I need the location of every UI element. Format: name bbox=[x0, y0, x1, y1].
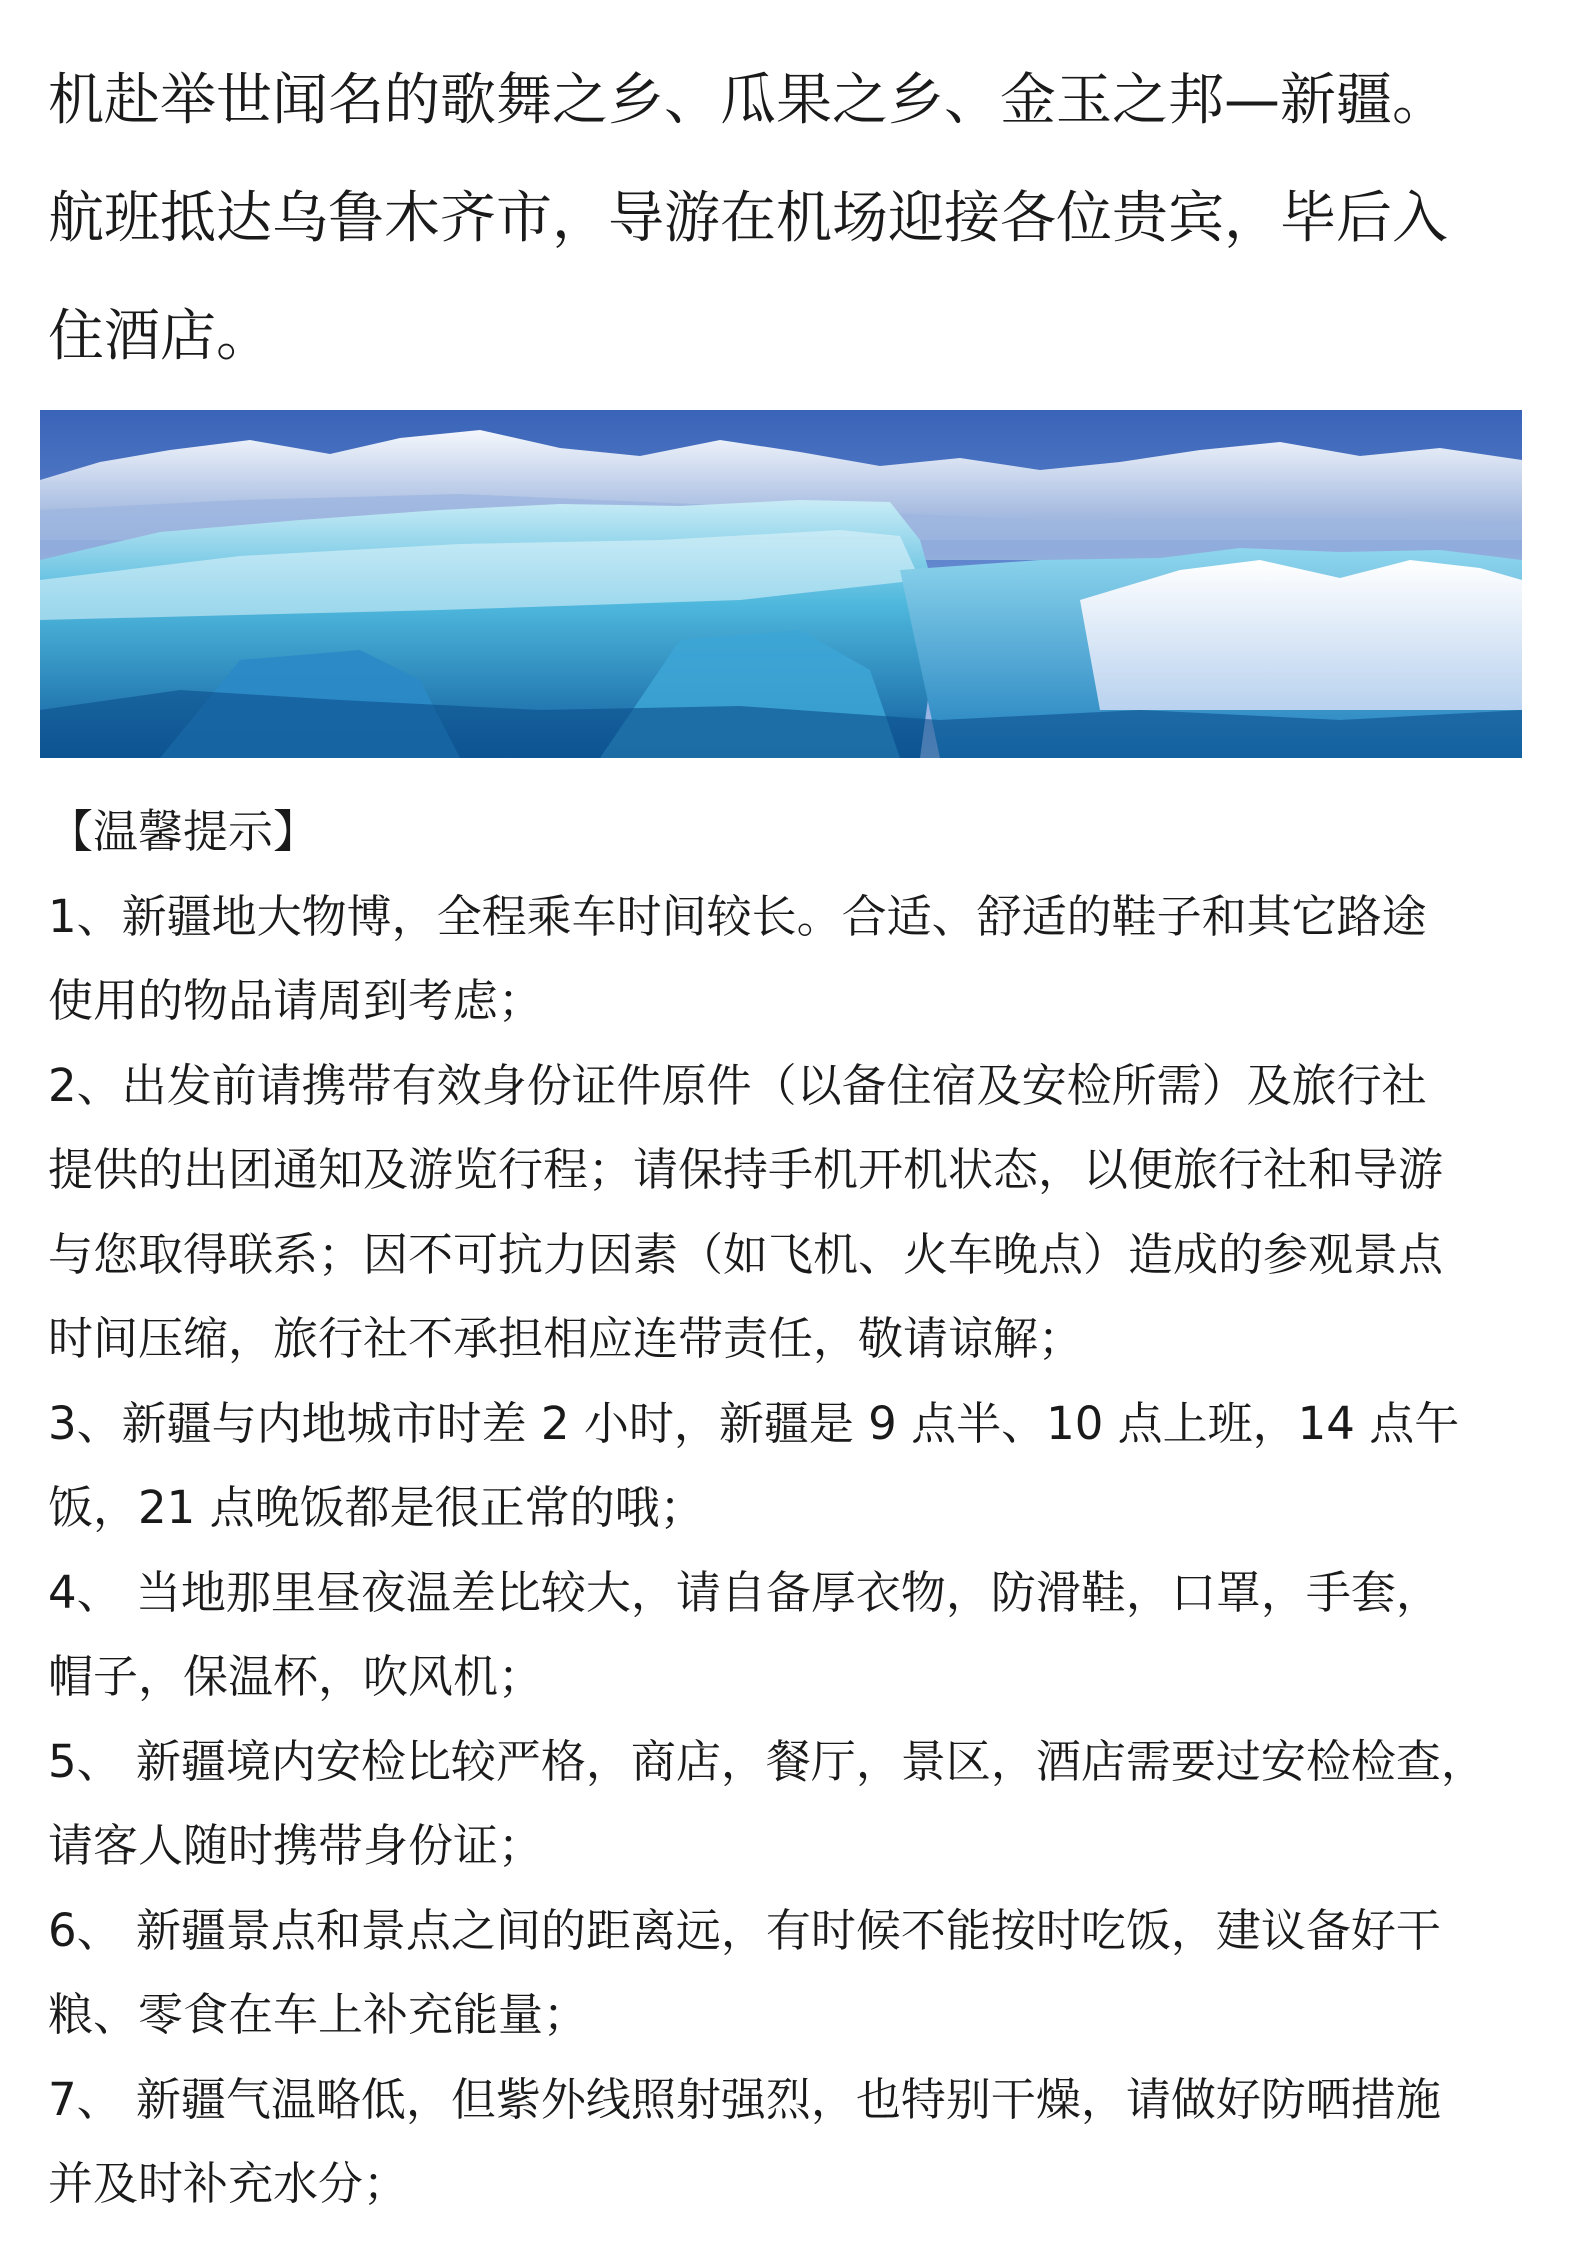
tip-line: 使用的物品请周到考虑； bbox=[48, 974, 544, 1027]
tip-line: 2、出发前请携带有效身份证件原件（以备住宿及安检所需）及旅行社 bbox=[48, 1058, 1427, 1112]
tip-line: 请客人随时携带身份证； bbox=[48, 1819, 544, 1872]
landscape-photo bbox=[40, 410, 1522, 758]
intro-paragraph bbox=[48, 42, 1548, 396]
tip-line: 并及时补充水分； bbox=[48, 2157, 409, 2210]
tip-line: 粮、零食在车上补充能量； bbox=[48, 1988, 589, 2041]
tip-line: 时间压缩，旅行社不承担相应连带责任，敬请谅解； bbox=[48, 1312, 1084, 1365]
tip-line: 4、 当地那里昼夜温差比较大，请自备厚衣物，防滑鞋，口罩，手套， bbox=[48, 1565, 1441, 1619]
tip-line: 3、新疆与内地城市时差 2 小时，新疆是 9 点半、10 点上班，14 点午 bbox=[48, 1396, 1460, 1450]
tip-line: 7、 新疆气温略低，但紫外线照射强烈，也特别干燥，请做好防晒措施 bbox=[48, 2072, 1441, 2126]
tip-line: 5、 新疆境内安检比较严格，商店，餐厅，景区，酒店需要过安检检查， bbox=[48, 1734, 1486, 1788]
tip-line: 饭，21 点晚饭都是很正常的哦； bbox=[48, 1481, 705, 1534]
tip-line: 提供的出团通知及游览行程；请保持手机开机状态，以便旅行社和导游 bbox=[48, 1143, 1444, 1196]
tip-line: 帽子，保温杯，吹风机； bbox=[48, 1650, 544, 1703]
snow-mountain-ice-image bbox=[40, 410, 1522, 758]
intro-line: 住酒店。 bbox=[48, 304, 272, 369]
tip-line: 1、新疆地大物博，全程乘车时间较长。合适、舒适的鞋子和其它路途 bbox=[48, 889, 1427, 943]
tip-line: 6、 新疆景点和景点之间的距离远，有时候不能按时吃饭，建议备好干 bbox=[48, 1903, 1441, 1957]
intro-line: 航班抵达乌鲁木齐市，导游在机场迎接各位贵宾，毕后入 bbox=[48, 186, 1448, 251]
tips-heading: 【温馨提示】 bbox=[48, 805, 319, 858]
intro-line: 机赴举世闻名的歌舞之乡、瓜果之乡、金玉之邦—新疆。 bbox=[48, 68, 1448, 133]
tip-line: 与您取得联系；因不可抗力因素（如飞机、火车晚点）造成的参观景点 bbox=[48, 1227, 1444, 1281]
tips-section bbox=[48, 790, 1548, 2227]
